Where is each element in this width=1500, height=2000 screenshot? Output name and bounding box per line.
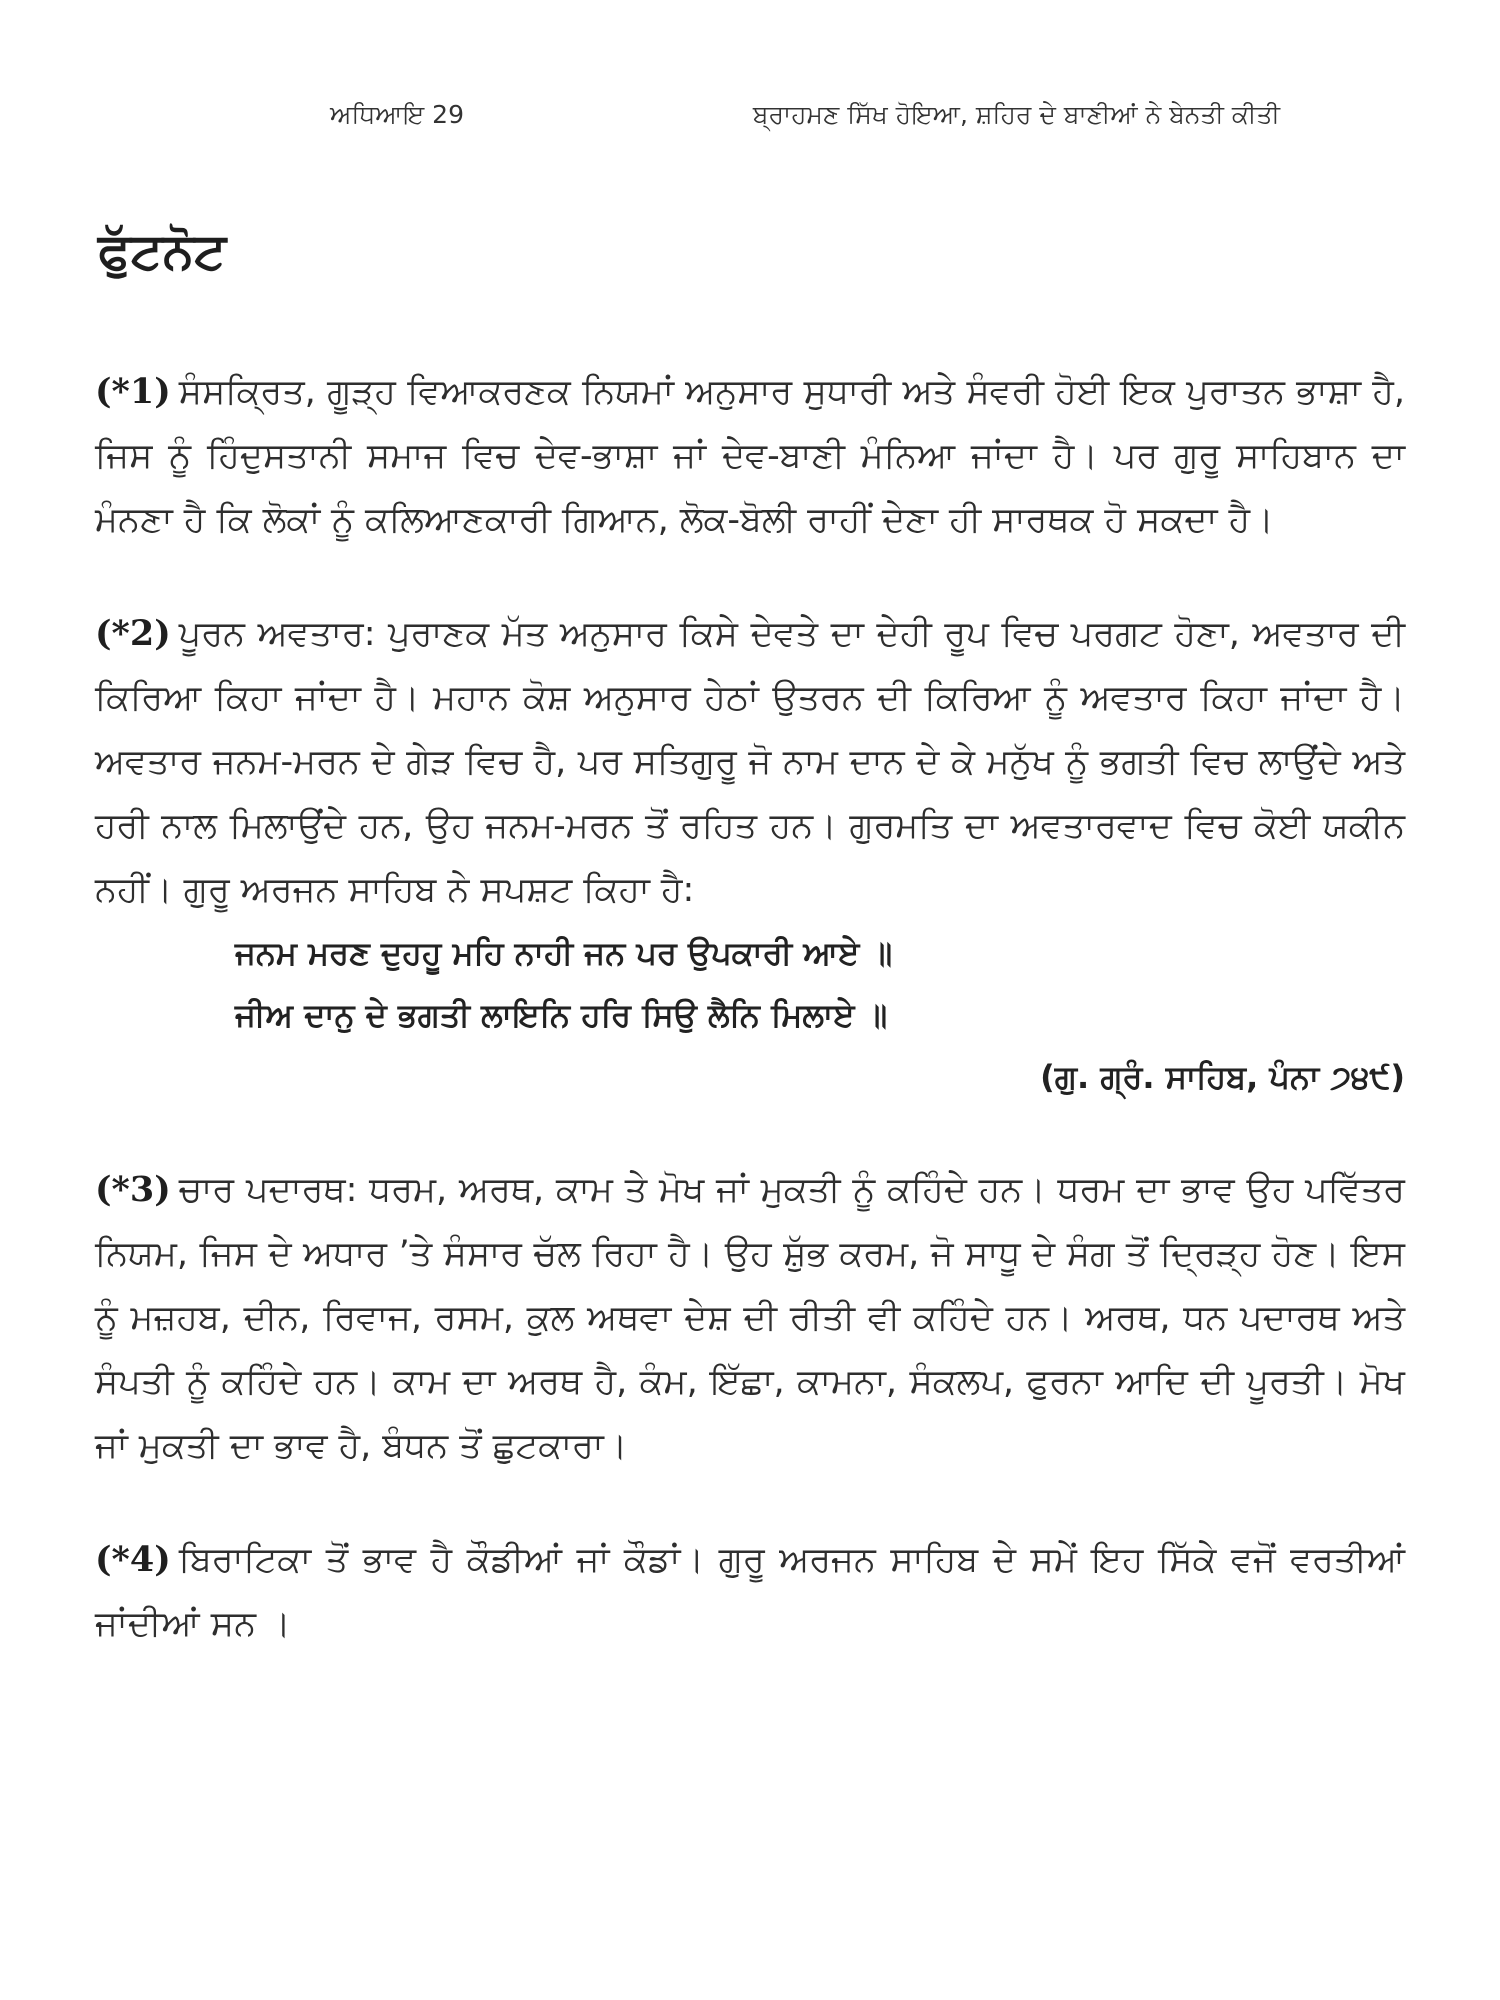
chapter-label: ਅਧਿਆਇ 29 <box>330 100 464 129</box>
running-header <box>330 100 1280 130</box>
footnote-text: ਚਾਰ ਪਦਾਰਥ: ਧਰਮ, ਅਰਥ, ਕਾਮ ਤੇ ਮੋਖ ਜਾਂ ਮੁਕਤੀ ਨੂੰ ਕਹਿੰਦੇ ਹਨ। ਧਰਮ ਦਾ ਭਾਵ ਉਹ ਪਵਿੱਤਰ ਨਿਯਮ, ਜਿਸ ਦੇ ਅਧਾਰ ’ਤੇ ਸੰਸਾਰ ਚੱਲ ਰਿਹਾ ਹੈ। ਉਹ ਸ਼ੁੱਭ ਕਰਮ, ਜੋ ਸਾਧੂ ਦੇ ਸੰਗ ਤੋਂ ਦ੍ਰਿੜ੍ਹ ਹੋਣ। ਇਸ ਨੂੰ ਮਜ਼ਹਬ, ਦੀਨ, ਰਿਵਾਜ, ਰਸਮ, ਕੁਲ ਅਥਵਾ ਦੇਸ਼ ਦੀ ਰੀਤੀ ਵੀ ਕਹਿੰਦੇ ਹਨ। ਅਰਥ, ਧਨ ਪਦਾਰਥ ਅਤੇ ਸੰਪਤੀ ਨੂੰ ਕਹਿੰਦੇ ਹਨ। ਕਾਮ ਦਾ ਅਰਥ ਹੈ, ਕੰਮ, ਇੱਛਾ, ਕਾਮਨਾ, ਸੰਕਲਪ, ਫੁਰਨਾ ਆਦਿ ਦੀ ਪੂਰਤੀ। ਮੋਖ ਜਾਂ ਮੁਕਤੀ ਦਾ ਭਾਵ ਹੈ, ਬੰਧਨ ਤੋਂ ਛੁਟਕਾਰਾ। <box>95 1170 1405 1466</box>
footnote-text: ਬਿਰਾਟਿਕਾ ਤੋਂ ਭਾਵ ਹੈ ਕੌਡੀਆਂ ਜਾਂ ਕੌਡਾਂ। ਗੁਰੂ ਅਰਜਨ ਸਾਹਿਬ ਦੇ ਸਮੇਂ ਇਹ ਸਿੱਕੇ ਵਜੋਂ ਵਰਤੀਆਂ ਜਾਂਦੀਆਂ ਸਨ । <box>95 1540 1405 1644</box>
footnote-1 <box>95 360 1405 552</box>
footnote-marker: (*4) <box>95 1539 171 1580</box>
footnote-2 <box>95 602 1405 1108</box>
footnote-marker: (*3) <box>95 1169 171 1210</box>
section-title: ਫੁੱਟਨੋਟ <box>98 222 226 280</box>
footnote-3 <box>95 1158 1405 1478</box>
verse-line-2: ਜੀਅ ਦਾਨੁ ਦੇ ਭਗਤੀ ਲਾਇਨਿ ਹਰਿ ਸਿਉ ਲੈਨਿ ਮਿਲਾਏ ॥ <box>235 996 888 1034</box>
footnote-marker: (*2) <box>95 613 171 654</box>
footnote-paragraph <box>95 1528 1405 1656</box>
footnote-paragraph <box>95 1158 1405 1478</box>
footnotes-list <box>95 360 1405 1706</box>
chapter-title: ਬ੍ਰਾਹਮਣ ਸਿੱਖ ਹੋਇਆ, ਸ਼ਹਿਰ ਦੇ ਬਾਣੀਆਂ ਨੇ ਬੇਨਤੀ ਕੀਤੀ <box>752 100 1280 129</box>
footnote-marker: (*1) <box>95 371 171 412</box>
verse-line-1: ਜਨਮ ਮਰਣ ਦੁਹਹੂ ਮਹਿ ਨਾਹੀ ਜਨ ਪਰ ਉਪਕਾਰੀ ਆਏ ॥ <box>235 934 893 972</box>
verse-citation: (ਗੁ. ਗ੍ਰੰ. ਸਾਹਿਬ, ਪੰਨਾ ੭੪੯) <box>1040 1058 1405 1096</box>
footnote-text: ਪੂਰਨ ਅਵਤਾਰ: ਪੁਰਾਣਕ ਮੱਤ ਅਨੁਸਾਰ ਕਿਸੇ ਦੇਵਤੇ ਦਾ ਦੇਹੀ ਰੂਪ ਵਿਚ ਪਰਗਟ ਹੋਣਾ, ਅਵਤਾਰ ਦੀ ਕਿਰਿਆ ਕਿਹਾ ਜਾਂਦਾ ਹੈ। ਮਹਾਨ ਕੋਸ਼ ਅਨੁਸਾਰ ਹੇਠਾਂ ਉਤਰਨ ਦੀ ਕਿਰਿਆ ਨੂੰ ਅਵਤਾਰ ਕਿਹਾ ਜਾਂਦਾ ਹੈ। ਅਵਤਾਰ ਜਨਮ-ਮਰਨ ਦੇ ਗੇੜ ਵਿਚ ਹੈ, ਪਰ ਸਤਿਗੁਰੂ ਜੋ ਨਾਮ ਦਾਨ ਦੇ ਕੇ ਮਨੁੱਖ ਨੂੰ ਭਗਤੀ ਵਿਚ ਲਾਉਂਦੇ ਅਤੇ ਹਰੀ ਨਾਲ ਮਿਲਾਉਂਦੇ ਹਨ, ਉਹ ਜਨਮ-ਮਰਨ ਤੋਂ ਰਹਿਤ ਹਨ। ਗੁਰਮਤਿ ਦਾ ਅਵਤਾਰਵਾਦ ਵਿਚ ਕੋਈ ਯਕੀਨ ਨਹੀਂ। ਗੁਰੂ ਅਰਜਨ ਸਾਹਿਬ ਨੇ ਸਪਸ਼ਟ ਕਿਹਾ ਹੈ: <box>95 614 1405 910</box>
footnote-paragraph <box>95 360 1405 552</box>
footnote-text: ਸੰਸਕ੍ਰਿਤ, ਗੂੜ੍ਹ ਵਿਆਕਰਣਕ ਨਿਯਮਾਂ ਅਨੁਸਾਰ ਸੁਧਾਰੀ ਅਤੇ ਸੰਵਰੀ ਹੋਈ ਇਕ ਪੁਰਾਤਨ ਭਾਸ਼ਾ ਹੈ, ਜਿਸ ਨੂੰ ਹਿੰਦੁਸਤਾਨੀ ਸਮਾਜ ਵਿਚ ਦੇਵ-ਭਾਸ਼ਾ ਜਾਂ ਦੇਵ-ਬਾਣੀ ਮੰਨਿਆ ਜਾਂਦਾ ਹੈ। ਪਰ ਗੁਰੂ ਸਾਹਿਬਾਨ ਦਾ ਮੰਨਣਾ ਹੈ ਕਿ ਲੋਕਾਂ ਨੂੰ ਕਲਿਆਣਕਾਰੀ ਗਿਆਨ, ਲੋਕ-ਬੋਲੀ ਰਾਹੀਂ ਦੇਣਾ ਹੀ ਸਾਰਥਕ ਹੋ ਸਕਦਾ ਹੈ। <box>95 372 1405 540</box>
footnote-4 <box>95 1528 1405 1656</box>
footnote-paragraph <box>95 602 1405 922</box>
